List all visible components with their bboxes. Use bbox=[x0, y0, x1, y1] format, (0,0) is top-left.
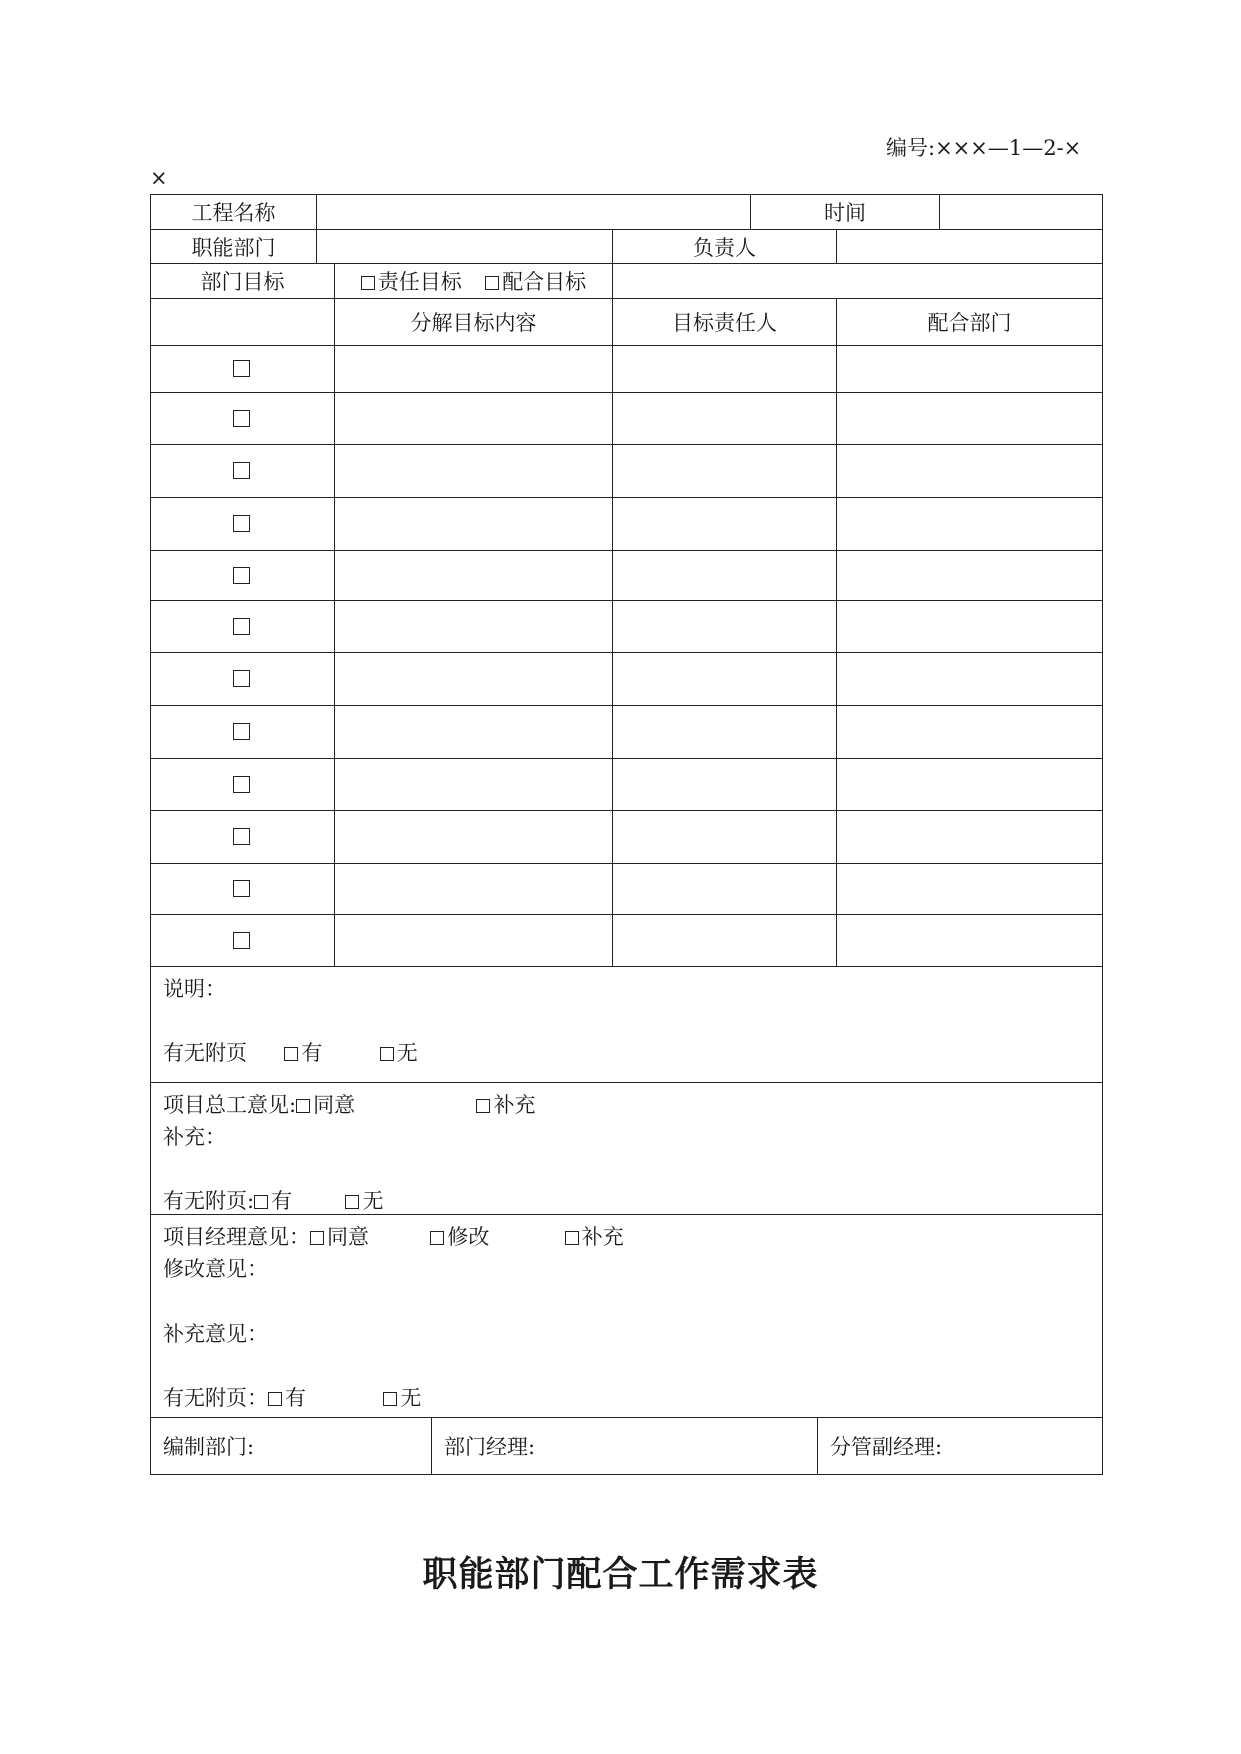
table-row bbox=[151, 915, 1103, 967]
notes-attach-label: 有无附页 bbox=[163, 1041, 247, 1065]
goal-options bbox=[335, 264, 613, 299]
deputy-manager-label: 分管副经理: bbox=[830, 1435, 943, 1459]
content-cell[interactable] bbox=[335, 346, 613, 393]
manager-opinion-label: 项目经理意见： bbox=[163, 1225, 310, 1249]
person-cell[interactable] bbox=[613, 811, 837, 864]
project-name-label: 工程名称 bbox=[151, 195, 317, 230]
time-label: 时间 bbox=[751, 195, 940, 230]
engineer-opinion-section bbox=[151, 1083, 1103, 1215]
compile-dept-label: 编制部门: bbox=[151, 1418, 432, 1474]
notes-label: 说明： bbox=[163, 977, 226, 1001]
owner-label: 负责人 bbox=[613, 230, 837, 264]
owner-field[interactable] bbox=[837, 230, 1103, 264]
row-checkbox[interactable] bbox=[233, 776, 250, 793]
engineer-opinion-line bbox=[163, 1089, 535, 1119]
dept-cell[interactable] bbox=[837, 445, 1103, 498]
col-header-blank bbox=[151, 299, 335, 346]
person-cell[interactable] bbox=[613, 706, 837, 759]
manager-agree-label: 同意 bbox=[327, 1225, 369, 1249]
table-row bbox=[151, 759, 1103, 811]
person-cell[interactable] bbox=[613, 393, 837, 445]
content-cell[interactable] bbox=[335, 915, 613, 967]
engineer-attachment bbox=[163, 1185, 383, 1215]
content-cell[interactable] bbox=[335, 601, 613, 653]
engineer-opinion-label: 项目总工意见: bbox=[163, 1093, 297, 1117]
engineer-supplement-label: 补充 bbox=[493, 1093, 536, 1117]
requirement-form-table bbox=[150, 194, 1103, 1475]
dept-cell[interactable] bbox=[837, 759, 1103, 811]
table-row bbox=[151, 706, 1103, 759]
content-cell[interactable] bbox=[335, 393, 613, 445]
time-field[interactable] bbox=[940, 195, 1103, 230]
table-row bbox=[151, 601, 1103, 653]
dept-cell[interactable] bbox=[837, 346, 1103, 393]
notes-attach-no-label: 无 bbox=[396, 1041, 418, 1065]
content-cell[interactable] bbox=[335, 445, 613, 498]
row-checkbox[interactable] bbox=[233, 567, 250, 584]
row-checkbox[interactable] bbox=[233, 618, 250, 635]
person-cell[interactable] bbox=[613, 653, 837, 706]
table-row bbox=[151, 864, 1103, 915]
manager-attach-no-checkbox[interactable] bbox=[383, 1392, 397, 1406]
manager-opinion-line bbox=[163, 1221, 624, 1251]
person-cell[interactable] bbox=[613, 551, 837, 601]
page-title: 职能部门配合工作需求表 bbox=[422, 1554, 819, 1595]
col-header-content: 分解目标内容 bbox=[335, 299, 613, 346]
content-cell[interactable] bbox=[335, 811, 613, 864]
content-cell[interactable] bbox=[335, 864, 613, 915]
person-cell[interactable] bbox=[613, 759, 837, 811]
row-checkbox[interactable] bbox=[233, 462, 250, 479]
dept-cell[interactable] bbox=[837, 393, 1103, 445]
project-name-field[interactable] bbox=[317, 195, 751, 230]
dept-cell[interactable] bbox=[837, 551, 1103, 601]
engineer-attach-yes-checkbox[interactable] bbox=[254, 1195, 268, 1209]
engineer-attach-label: 有无附页: bbox=[163, 1189, 255, 1213]
document-code: 编号:×××—1—2-× bbox=[886, 136, 1082, 160]
dept-cell[interactable] bbox=[837, 498, 1103, 551]
manager-attach-yes-checkbox[interactable] bbox=[268, 1392, 282, 1406]
manager-agree-checkbox[interactable] bbox=[310, 1231, 324, 1245]
manager-attachment bbox=[163, 1382, 421, 1412]
dept-cell[interactable] bbox=[837, 811, 1103, 864]
manager-supplement-checkbox[interactable] bbox=[565, 1231, 579, 1245]
manager-supplement-label: 补充 bbox=[581, 1225, 624, 1249]
notes-section bbox=[151, 967, 1103, 1083]
person-cell[interactable] bbox=[613, 346, 837, 393]
manager-modify-text: 修改意见： bbox=[163, 1257, 268, 1281]
signature-row bbox=[151, 1418, 1103, 1475]
dept-cell[interactable] bbox=[837, 653, 1103, 706]
dept-cell[interactable] bbox=[837, 706, 1103, 759]
manager-modify-label: 修改 bbox=[447, 1225, 490, 1249]
manager-attach-label: 有无附页： bbox=[163, 1386, 268, 1410]
content-cell[interactable] bbox=[335, 706, 613, 759]
content-cell[interactable] bbox=[335, 498, 613, 551]
goal-coop-checkbox[interactable] bbox=[485, 276, 499, 290]
manager-attach-yes-label: 有 bbox=[285, 1386, 306, 1410]
dept-field[interactable] bbox=[317, 230, 613, 264]
table-row bbox=[151, 346, 1103, 393]
content-cell[interactable] bbox=[335, 551, 613, 601]
row-checkbox[interactable] bbox=[233, 410, 250, 427]
row-checkbox[interactable] bbox=[233, 360, 250, 377]
row-checkbox[interactable] bbox=[233, 723, 250, 740]
table-row bbox=[151, 393, 1103, 445]
manager-attach-no-label: 无 bbox=[400, 1386, 422, 1410]
row-checkbox[interactable] bbox=[233, 880, 250, 897]
person-cell[interactable] bbox=[613, 601, 837, 653]
table-row bbox=[151, 445, 1103, 498]
row-checkbox[interactable] bbox=[233, 932, 250, 949]
engineer-agree-checkbox[interactable] bbox=[296, 1099, 310, 1113]
document-code-wrap: × bbox=[150, 166, 168, 190]
person-cell[interactable] bbox=[613, 864, 837, 915]
table-row bbox=[151, 498, 1103, 551]
dept-label: 职能部门 bbox=[151, 230, 317, 264]
engineer-agree-label: 同意 bbox=[313, 1093, 356, 1117]
content-cell[interactable] bbox=[335, 759, 613, 811]
manager-modify-checkbox[interactable] bbox=[430, 1231, 444, 1245]
manager-supplement-text: 补充意见： bbox=[163, 1322, 268, 1346]
goal-label: 部门目标 bbox=[151, 264, 335, 299]
row-checkbox[interactable] bbox=[233, 670, 250, 687]
dept-manager-label: 部门经理: bbox=[432, 1418, 818, 1474]
person-cell[interactable] bbox=[613, 498, 837, 551]
engineer-attach-yes-label: 有 bbox=[271, 1189, 293, 1213]
table-row bbox=[151, 551, 1103, 601]
table-row bbox=[151, 653, 1103, 706]
row-checkbox[interactable] bbox=[233, 515, 250, 532]
engineer-attach-no-label: 无 bbox=[362, 1189, 384, 1213]
dept-cell[interactable] bbox=[837, 864, 1103, 915]
row-checkbox[interactable] bbox=[233, 828, 250, 845]
person-cell[interactable] bbox=[613, 445, 837, 498]
goal-duty-label: 责任目标 bbox=[377, 270, 462, 294]
goal-extra-field[interactable] bbox=[613, 264, 1103, 299]
engineer-attach-no-checkbox[interactable] bbox=[345, 1195, 359, 1209]
person-cell[interactable] bbox=[613, 915, 837, 967]
notes-attach-yes-checkbox[interactable] bbox=[284, 1047, 298, 1061]
notes-attach-yes-label: 有 bbox=[301, 1041, 323, 1065]
manager-opinion-section bbox=[151, 1215, 1103, 1418]
goal-coop-label: 配合目标 bbox=[502, 270, 587, 294]
dept-cell[interactable] bbox=[837, 601, 1103, 653]
notes-attachment bbox=[163, 1037, 418, 1067]
notes-attach-no-checkbox[interactable] bbox=[380, 1047, 394, 1061]
content-cell[interactable] bbox=[335, 653, 613, 706]
col-header-person: 目标责任人 bbox=[613, 299, 837, 346]
engineer-supplement-text: 补充： bbox=[163, 1125, 226, 1149]
dept-cell[interactable] bbox=[837, 915, 1103, 967]
col-header-dept: 配合部门 bbox=[837, 299, 1103, 346]
table-row bbox=[151, 811, 1103, 864]
goal-duty-checkbox[interactable] bbox=[361, 276, 375, 290]
engineer-supplement-checkbox[interactable] bbox=[476, 1099, 490, 1113]
